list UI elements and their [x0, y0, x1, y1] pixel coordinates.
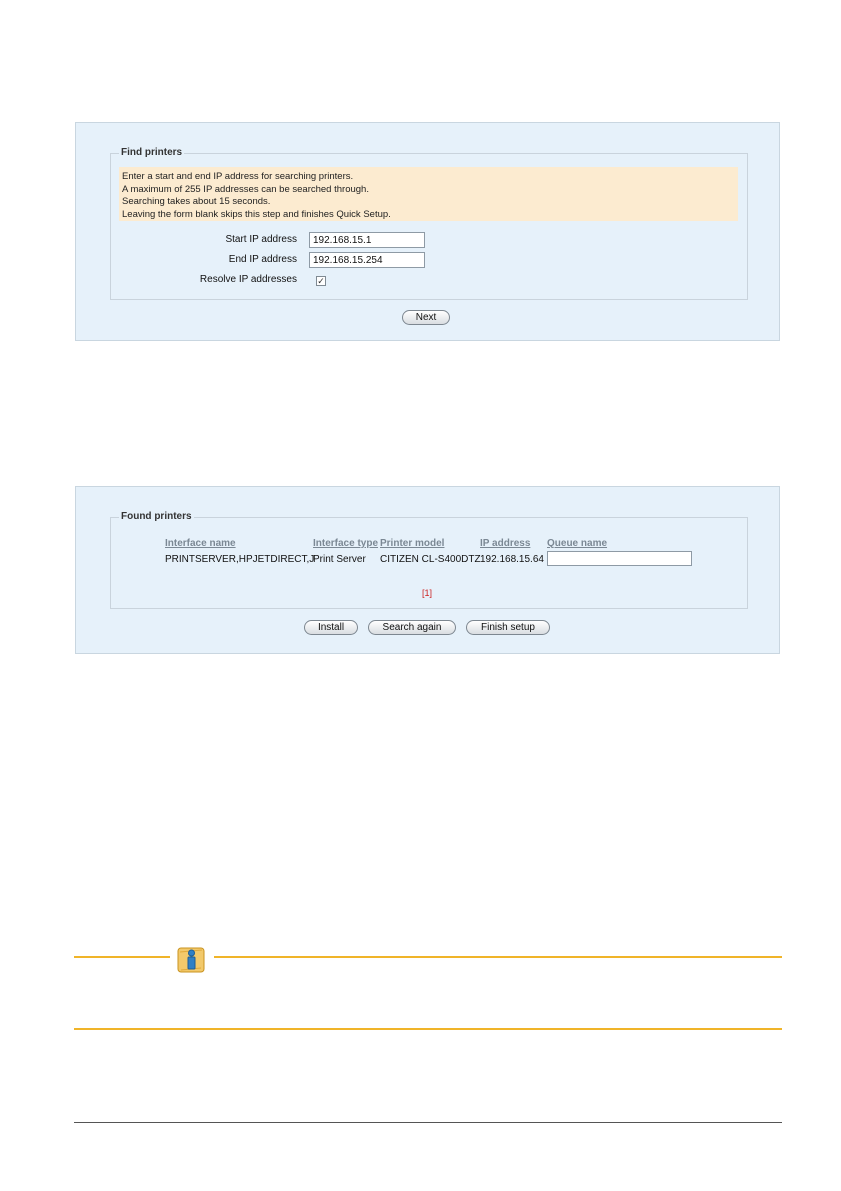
find-printers-legend: Find printers	[121, 147, 183, 158]
instruction-line: Leaving the form blank skips this step and finishes Quick Setup.	[122, 208, 391, 220]
install-button[interactable]: Install	[304, 620, 358, 635]
start-ip-label: Start IP address	[225, 234, 297, 245]
finish-setup-button[interactable]: Finish setup	[466, 620, 550, 635]
found-printers-fieldset	[110, 511, 748, 609]
resolve-ip-label: Resolve IP addresses	[199, 274, 297, 285]
column-header-interface-type[interactable]: Interface type	[313, 538, 379, 549]
instruction-line: A maximum of 255 IP addresses can be searched through.	[122, 183, 369, 195]
found-printers-legend: Found printers	[121, 511, 192, 522]
column-header-queue-name[interactable]: Queue name	[547, 538, 608, 549]
end-ip-label: End IP address	[228, 254, 297, 265]
search-again-button[interactable]: Search again	[368, 620, 456, 635]
note-rule-left	[74, 956, 170, 958]
column-header-printer-model[interactable]: Printer model	[380, 538, 445, 549]
end-ip-row	[111, 252, 749, 270]
next-button[interactable]: Next	[402, 310, 450, 325]
instruction-line: Enter a start and end IP address for searching printers.	[122, 171, 354, 182]
note-rule-bottom	[74, 1028, 782, 1030]
cell-interface-name: PRINTSERVER,HPJETDIRECT,J	[165, 554, 315, 565]
search-instructions	[119, 167, 738, 221]
note-rule-right	[214, 956, 782, 958]
cell-ip-address: 192.168.15.64	[480, 554, 544, 565]
found-printers-panel	[75, 486, 780, 654]
footer-rule	[74, 1122, 782, 1123]
find-printers-panel	[75, 122, 780, 341]
instruction-line: Searching takes about 15 seconds.	[122, 196, 271, 207]
start-ip-row	[111, 232, 749, 250]
page-link[interactable]: [1]	[422, 588, 433, 598]
start-ip-input[interactable]	[309, 232, 425, 248]
column-header-ip-address[interactable]: IP address	[480, 538, 531, 549]
cell-interface-type: Print Server	[313, 554, 366, 565]
resolve-ip-checkbox[interactable]: ✓	[317, 276, 325, 286]
info-icon	[176, 946, 206, 974]
queue-name-input[interactable]	[547, 551, 692, 566]
resolve-ip-row	[111, 272, 749, 290]
end-ip-input[interactable]	[309, 252, 425, 268]
find-printers-fieldset	[110, 147, 748, 300]
column-header-interface-name[interactable]: Interface name	[165, 538, 236, 549]
cell-printer-model: CITIZEN CL-S400DTZ	[380, 554, 481, 565]
